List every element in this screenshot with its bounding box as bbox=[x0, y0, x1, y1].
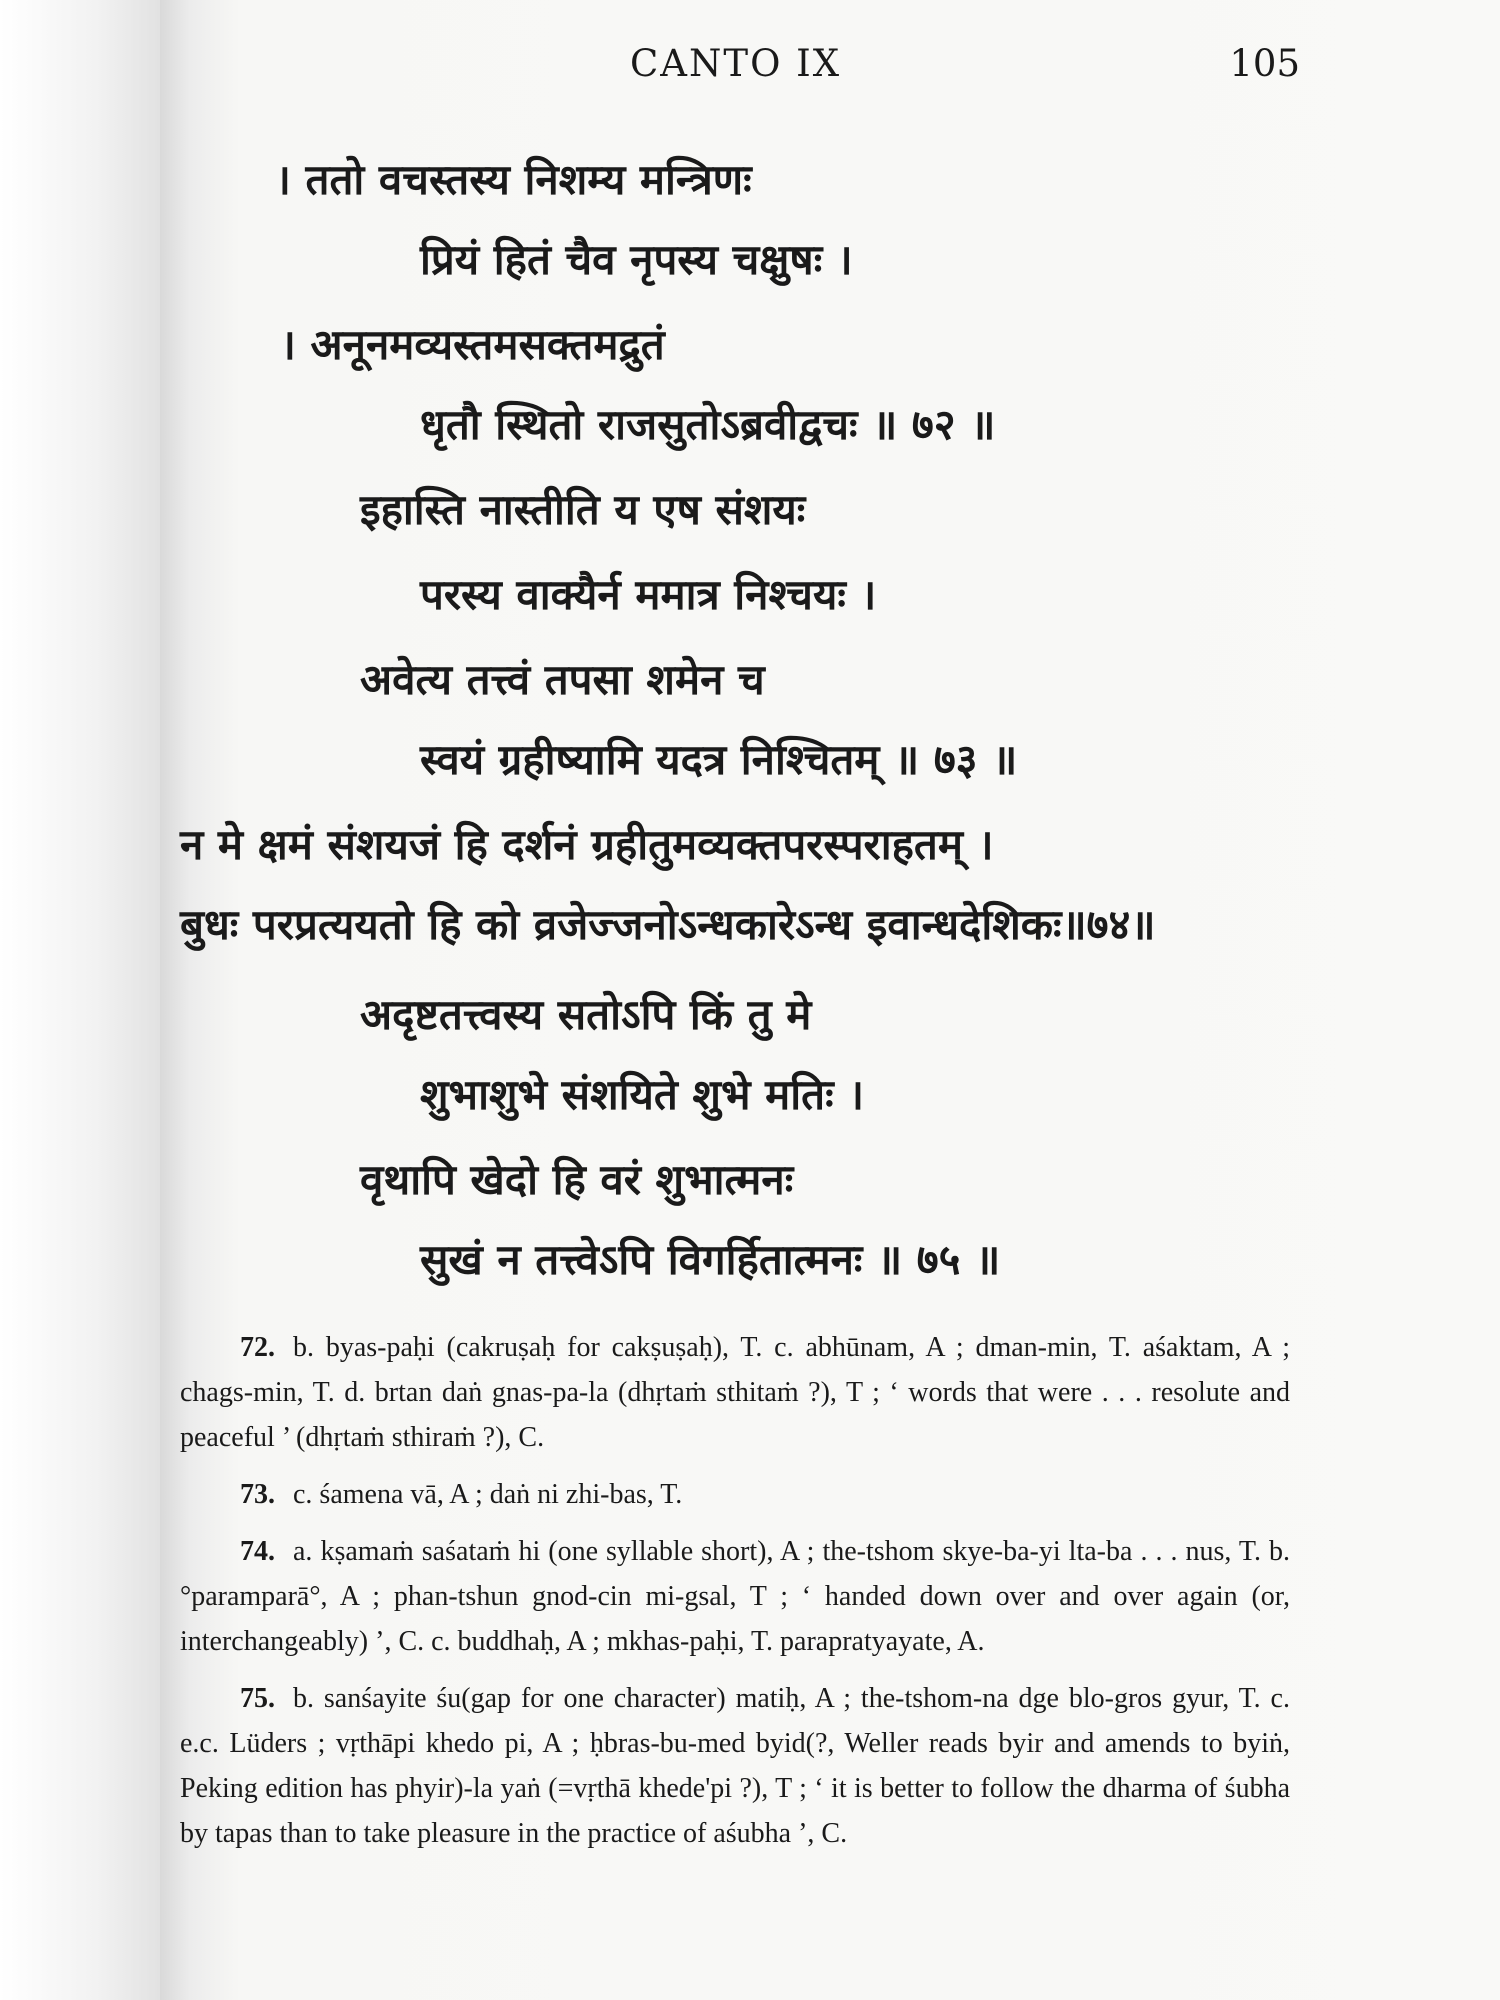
footnote bbox=[180, 1325, 1290, 1460]
footnote-number: 74. bbox=[240, 1536, 275, 1567]
footnotes bbox=[180, 1325, 1290, 1868]
footnote-text: b. byas-paḥi (cakruṣaḥ for cakṣuṣaḥ), T. c. abhūnam, A ; dman-min, T. aśaktam, A ; chags-min, T. d. brtan daṅ gnas-pa-la (dhṛtaṁ sthitaṁ ?), T ; ‘ words that were . . . resolute and peaceful ’ (dhṛtaṁ sthiraṁ ?), C. bbox=[180, 1332, 1290, 1453]
footnote-text: b. sanśayite śu(gap for one character) matiḥ, A ; the-tshom-na dge blo-gros gyur, T. c. e.c. Lüders ; vṛthāpi khedo pi, A ; ḥbras-bu-med byid(?, Weller reads byir and amends to byiṅ, Peking edition has phyir)-la yaṅ (=vṛthā khede'pi ?), T ; ‘ it is better to follow the dharma of śubha by tapas than to take pleasure in the practice of aśubha ’, C. bbox=[180, 1683, 1290, 1849]
verse-line: । ततो वचस्तस्य निशम्य मन्त्रिणः bbox=[275, 155, 752, 204]
footnote-number: 72. bbox=[240, 1332, 275, 1363]
verse-line: स्वयं ग्रहीष्यामि यदत्र निश्चितम् ॥ ७३ ॥ bbox=[420, 735, 1018, 784]
verse-line: शुभाशुभे संशयिते शुभे मतिः । bbox=[420, 1070, 865, 1119]
footnote bbox=[180, 1472, 1290, 1517]
footnote-text: c. śamena vā, A ; daṅ ni zhi-bas, T. bbox=[293, 1479, 683, 1510]
page-margin-shadow bbox=[0, 0, 160, 2000]
verse-line: अवेत्य तत्त्वं तपसा शमेन च bbox=[360, 655, 765, 704]
footnote bbox=[180, 1676, 1290, 1856]
page-header bbox=[160, 42, 1300, 92]
verse-line: बुधः परप्रत्ययतो हि को व्रजेज्जनोऽन्धकारेऽन्ध इवान्धदेशिकः॥७४॥ bbox=[180, 900, 1156, 949]
footnote-number: 73. bbox=[240, 1479, 275, 1510]
running-head: CANTO IX bbox=[630, 42, 842, 85]
verse-line: परस्य वाक्यैर्न ममात्र निश्चयः । bbox=[420, 570, 877, 619]
footnote-number: 75. bbox=[240, 1683, 275, 1714]
page-number: 105 bbox=[1229, 42, 1300, 85]
verse-line: इहास्ति नास्तीति य एष संशयः bbox=[360, 485, 806, 534]
verse-line: धृतौ स्थितो राजसुतोऽब्रवीद्वचः ॥ ७२ ॥ bbox=[420, 400, 996, 449]
verse-line: । अनूनमव्यस्तमसक्तमद्रुतं bbox=[280, 320, 665, 369]
verse-line: अदृष्टतत्त्वस्य सतोऽपि किं तु मे bbox=[360, 990, 812, 1039]
footnote bbox=[180, 1529, 1290, 1664]
verse-line: न मे क्षमं संशयजं हि दर्शनं ग्रहीतुमव्यक्तपरस्पराहतम् । bbox=[180, 820, 994, 869]
verse-line: सुखं न तत्त्वेऽपि विगर्हितात्मनः ॥ ७५ ॥ bbox=[420, 1235, 1001, 1284]
footnote-text: a. kṣamaṁ saśataṁ hi (one syllable short), A ; the-tshom skye-ba-yi lta-ba . . . nus, T. b. °paramparā°, A ; phan-tshun gnod-cin mi-gsal, T ; ‘ handed down over and over again (or, interchangeably) ’, C. c. buddhaḥ, A ; mkhas-paḥi, T. parapratyayate, A. bbox=[180, 1536, 1290, 1657]
verse-line: वृथापि खेदो हि वरं शुभात्मनः bbox=[360, 1155, 794, 1204]
verse-line: प्रियं हितं चैव नृपस्य चक्षुषः । bbox=[420, 235, 853, 284]
